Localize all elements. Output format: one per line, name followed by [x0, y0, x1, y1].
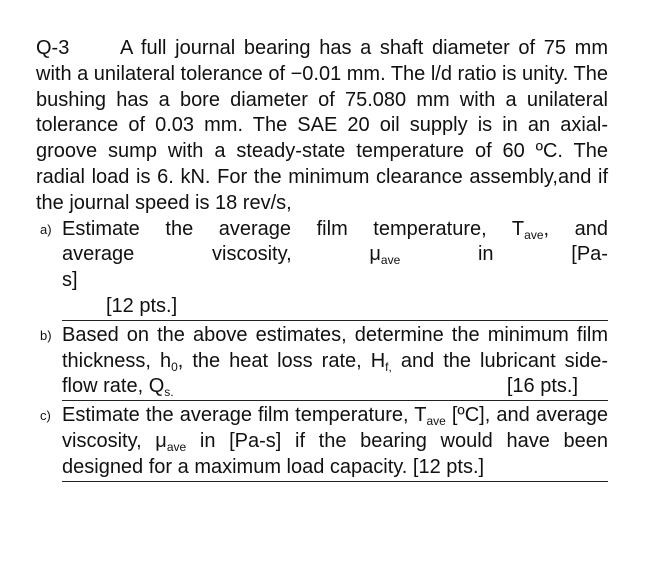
part-c-points-a: [12: [412, 455, 441, 478]
part-b-text-mid2: and the lubricant side-flow rate, Q: [62, 349, 609, 398]
part-a-pa: [Pa-: [571, 243, 608, 266]
part-a-viscosity: viscosity,: [212, 243, 292, 266]
part-b-sub-0: 0: [171, 359, 178, 374]
part-a-in: in: [477, 243, 494, 266]
part-a-label: a): [40, 221, 52, 237]
part-c-text-post: in [Pa-s] if the bearing would have been designed for a maximum load capacity.: [62, 429, 609, 478]
part-b: [36, 323, 608, 401]
part-c-text-mid: [ºC], and average viscosity, μ: [62, 404, 609, 452]
part-b-text: [62, 323, 608, 401]
problem-text: [36, 36, 608, 482]
part-c-points-b: pts.]: [446, 455, 485, 478]
part-a-line2: [62, 242, 608, 268]
part-b-points: [16 pts.]: [506, 375, 578, 398]
part-a-text-post: , and: [543, 217, 609, 240]
part-a-points: [12 pts.]: [106, 294, 178, 317]
part-c-mu-sub: ave: [166, 439, 187, 454]
part-b-label: b): [40, 327, 52, 343]
part-a-s: s]: [62, 269, 78, 292]
part-b-text-mid: , the heat loss rate, H: [177, 349, 386, 372]
part-b-sub-f: f,: [385, 359, 392, 374]
part-a-mu-sub: ave: [380, 253, 401, 268]
part-a-mu: $\mu_{ave}$: [369, 243, 401, 268]
intro-text: A full journal bearing has a shaft diameter of 75 mm with a unilateral tolerance of −0.01 mm. The l/d ratio is unity. The bushing has a bore diameter of 75.080 mm with a unilateral tolerance of 0.03 mm. The SAE 20 oil supply is in an axial-groove sump with a steady-state temperature of 60 ºC. The radial load is 6. kN. For the minimum clearance assembly,and if the journal speed is 18 rev/s,: [36, 37, 608, 214]
part-c-text-pre: Estimate the average film temperature, T: [62, 404, 427, 427]
part-c-label: c): [40, 408, 51, 424]
part-b-sub-s: s.: [164, 385, 174, 400]
part-a: [36, 217, 608, 321]
part-a-points-line: [62, 294, 608, 321]
part-a-line1: [62, 217, 608, 243]
part-a-text-pre: Estimate the average film temperature, T: [62, 217, 525, 240]
part-b-text-pre: Based on the above estimates, determine the minimum film thickness, h: [62, 323, 608, 372]
part-c: [36, 403, 608, 481]
part-c-sub-ave: ave: [426, 414, 446, 429]
question-number: Q-3: [36, 37, 70, 59]
part-c-text: [62, 403, 608, 481]
question-intro: [36, 36, 608, 217]
part-a-sub-ave: ave: [524, 227, 544, 242]
part-a-average: average: [62, 243, 135, 266]
part-a-line3: [62, 268, 608, 294]
